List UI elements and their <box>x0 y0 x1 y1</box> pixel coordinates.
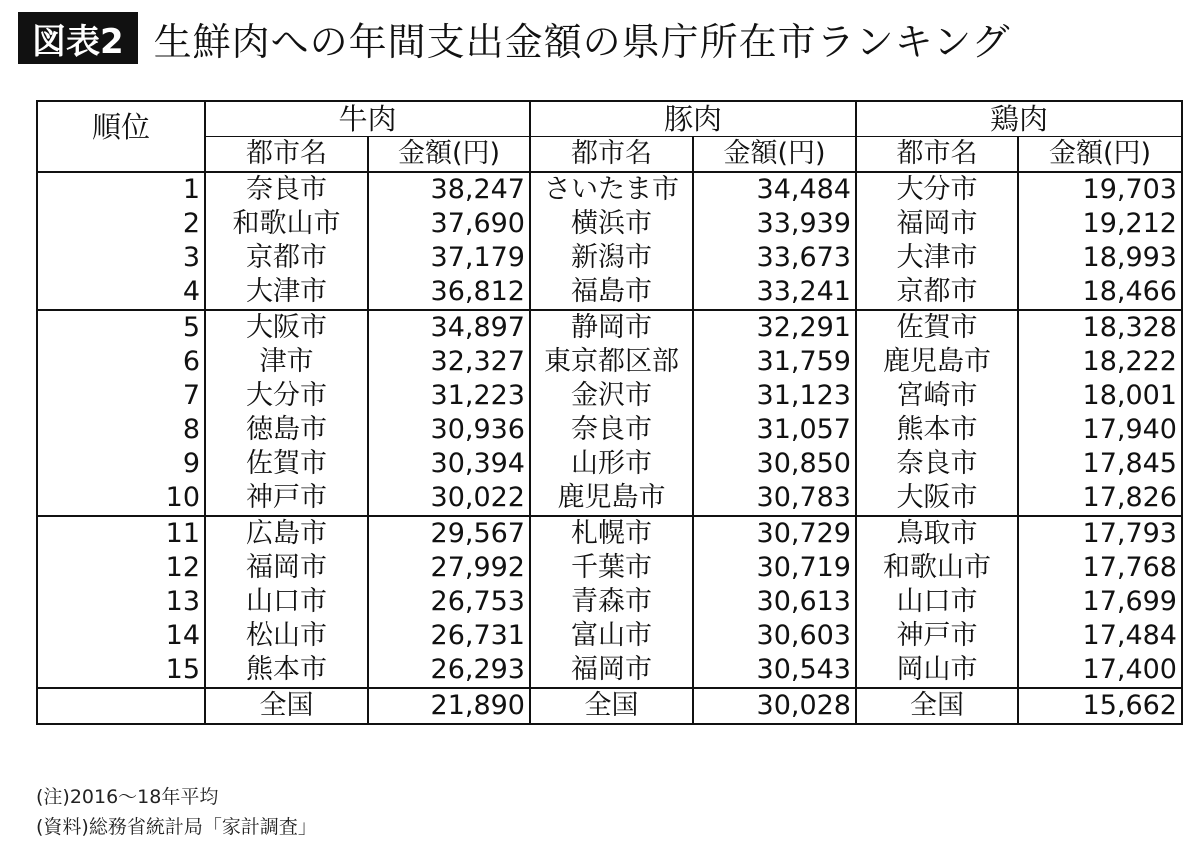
beef-city-cell: 京都市 <box>205 241 368 275</box>
rank-cell: 11 <box>37 516 205 551</box>
ranking-table <box>36 100 1183 725</box>
title-row <box>18 6 1011 70</box>
chicken-city-cell: 鳥取市 <box>856 516 1018 551</box>
beef-city-cell: 和歌山市 <box>205 207 368 241</box>
chicken-amount-cell: 17,793 <box>1018 516 1182 551</box>
table-row <box>37 619 1182 653</box>
chicken-city-cell: 岡山市 <box>856 653 1018 688</box>
chicken-amount-cell: 18,001 <box>1018 379 1182 413</box>
chicken-amount-cell: 17,845 <box>1018 447 1182 481</box>
beef-city-cell: 大阪市 <box>205 310 368 345</box>
beef-amount-cell: 26,731 <box>368 619 530 653</box>
beef-city-cell: 大分市 <box>205 379 368 413</box>
pork-city-cell: 富山市 <box>530 619 693 653</box>
chicken-city-cell: 大津市 <box>856 241 1018 275</box>
table-row <box>37 516 1182 551</box>
chicken-national-amount: 15,662 <box>1018 688 1182 724</box>
pork-city-cell: さいたま市 <box>530 172 693 207</box>
beef-amount-cell: 36,812 <box>368 275 530 310</box>
chicken-city-cell: 和歌山市 <box>856 551 1018 585</box>
pork-amount-cell: 34,484 <box>693 172 856 207</box>
pork-amount-cell: 30,603 <box>693 619 856 653</box>
chicken-city-cell: 奈良市 <box>856 447 1018 481</box>
figure-badge: 図表2 <box>18 12 138 64</box>
rank-cell: 8 <box>37 413 205 447</box>
table-row <box>37 310 1182 345</box>
pork-city-cell: 鹿児島市 <box>530 481 693 516</box>
pork-city-cell: 東京都区部 <box>530 345 693 379</box>
table-row <box>37 172 1182 207</box>
pork-city-cell: 静岡市 <box>530 310 693 345</box>
beef-amount-cell: 38,247 <box>368 172 530 207</box>
column-header-row <box>37 137 1182 173</box>
beef-city-cell: 福岡市 <box>205 551 368 585</box>
rank-cell: 3 <box>37 241 205 275</box>
category-header-row <box>37 101 1182 137</box>
pork-city-cell: 千葉市 <box>530 551 693 585</box>
beef-city-cell: 津市 <box>205 345 368 379</box>
chicken-amount-cell: 19,703 <box>1018 172 1182 207</box>
rank-cell: 9 <box>37 447 205 481</box>
pork-amount-cell: 31,759 <box>693 345 856 379</box>
table-row <box>37 653 1182 688</box>
pork-national-amount: 30,028 <box>693 688 856 724</box>
rank-header: 順位 <box>37 101 205 172</box>
chicken-amount-cell: 18,222 <box>1018 345 1182 379</box>
beef-amount-cell: 26,293 <box>368 653 530 688</box>
rank-cell: 5 <box>37 310 205 345</box>
table-row <box>37 585 1182 619</box>
pork-city-cell: 福岡市 <box>530 653 693 688</box>
chicken-amount-cell: 17,940 <box>1018 413 1182 447</box>
chicken-amount-cell: 17,768 <box>1018 551 1182 585</box>
pork-amount-cell: 31,123 <box>693 379 856 413</box>
beef-amount-cell: 30,394 <box>368 447 530 481</box>
table-row <box>37 207 1182 241</box>
national-row <box>37 688 1182 724</box>
chicken-national-label: 全国 <box>856 688 1018 724</box>
beef-city-cell: 神戸市 <box>205 481 368 516</box>
rank-cell: 12 <box>37 551 205 585</box>
pork-amount-header: 金額(円) <box>693 137 856 173</box>
chicken-amount-cell: 18,993 <box>1018 241 1182 275</box>
pork-amount-cell: 33,939 <box>693 207 856 241</box>
beef-amount-cell: 34,897 <box>368 310 530 345</box>
beef-amount-cell: 29,567 <box>368 516 530 551</box>
beef-amount-cell: 26,753 <box>368 585 530 619</box>
chicken-city-cell: 佐賀市 <box>856 310 1018 345</box>
beef-amount-cell: 31,223 <box>368 379 530 413</box>
chicken-city-cell: 鹿児島市 <box>856 345 1018 379</box>
pork-amount-cell: 30,783 <box>693 481 856 516</box>
table-row <box>37 241 1182 275</box>
table-row <box>37 345 1182 379</box>
note-period: (注)2016〜18年平均 <box>36 786 219 808</box>
beef-amount-cell: 37,179 <box>368 241 530 275</box>
table-row <box>37 447 1182 481</box>
pork-amount-cell: 30,613 <box>693 585 856 619</box>
beef-city-cell: 広島市 <box>205 516 368 551</box>
beef-city-cell: 奈良市 <box>205 172 368 207</box>
category-pork: 豚肉 <box>530 101 856 137</box>
rank-cell: 14 <box>37 619 205 653</box>
chicken-city-cell: 山口市 <box>856 585 1018 619</box>
pork-amount-cell: 31,057 <box>693 413 856 447</box>
beef-city-header: 都市名 <box>205 137 368 173</box>
pork-city-cell: 横浜市 <box>530 207 693 241</box>
table-body <box>37 172 1182 688</box>
pork-amount-cell: 30,850 <box>693 447 856 481</box>
chicken-city-cell: 福岡市 <box>856 207 1018 241</box>
chicken-city-cell: 大阪市 <box>856 481 1018 516</box>
rank-cell: 10 <box>37 481 205 516</box>
beef-national-amount: 21,890 <box>368 688 530 724</box>
pork-city-cell: 金沢市 <box>530 379 693 413</box>
chart-title: 生鮮肉への年間支出金額の県庁所在市ランキング <box>153 19 1011 64</box>
table-row <box>37 481 1182 516</box>
note-source: (資料)総務省統計局「家計調査」 <box>36 816 317 838</box>
chicken-amount-cell: 18,466 <box>1018 275 1182 310</box>
chicken-city-header: 都市名 <box>856 137 1018 173</box>
category-chicken: 鶏肉 <box>856 101 1182 137</box>
pork-amount-cell: 33,241 <box>693 275 856 310</box>
chicken-city-cell: 熊本市 <box>856 413 1018 447</box>
pork-city-cell: 青森市 <box>530 585 693 619</box>
table-row <box>37 551 1182 585</box>
national-rank-cell <box>37 688 205 724</box>
chicken-amount-cell: 17,484 <box>1018 619 1182 653</box>
table-row <box>37 413 1182 447</box>
beef-amount-cell: 27,992 <box>368 551 530 585</box>
pork-city-cell: 福島市 <box>530 275 693 310</box>
pork-city-cell: 札幌市 <box>530 516 693 551</box>
beef-amount-cell: 32,327 <box>368 345 530 379</box>
pork-city-cell: 山形市 <box>530 447 693 481</box>
table-row <box>37 379 1182 413</box>
chicken-amount-cell: 17,699 <box>1018 585 1182 619</box>
rank-cell: 6 <box>37 345 205 379</box>
chicken-city-cell: 宮崎市 <box>856 379 1018 413</box>
beef-city-cell: 徳島市 <box>205 413 368 447</box>
pork-amount-cell: 30,729 <box>693 516 856 551</box>
beef-amount-cell: 30,936 <box>368 413 530 447</box>
chicken-amount-cell: 17,400 <box>1018 653 1182 688</box>
beef-amount-header: 金額(円) <box>368 137 530 173</box>
beef-city-cell: 佐賀市 <box>205 447 368 481</box>
category-beef: 牛肉 <box>205 101 530 137</box>
chicken-city-cell: 神戸市 <box>856 619 1018 653</box>
chicken-amount-header: 金額(円) <box>1018 137 1182 173</box>
pork-amount-cell: 30,719 <box>693 551 856 585</box>
chicken-amount-cell: 18,328 <box>1018 310 1182 345</box>
pork-national-label: 全国 <box>530 688 693 724</box>
rank-cell: 15 <box>37 653 205 688</box>
beef-city-cell: 大津市 <box>205 275 368 310</box>
rank-cell: 4 <box>37 275 205 310</box>
notes <box>36 782 317 842</box>
rank-cell: 1 <box>37 172 205 207</box>
pork-amount-cell: 33,673 <box>693 241 856 275</box>
rank-cell: 2 <box>37 207 205 241</box>
chicken-amount-cell: 17,826 <box>1018 481 1182 516</box>
beef-city-cell: 熊本市 <box>205 653 368 688</box>
beef-city-cell: 松山市 <box>205 619 368 653</box>
beef-amount-cell: 37,690 <box>368 207 530 241</box>
pork-city-header: 都市名 <box>530 137 693 173</box>
pork-city-cell: 新潟市 <box>530 241 693 275</box>
chicken-city-cell: 大分市 <box>856 172 1018 207</box>
rank-cell: 13 <box>37 585 205 619</box>
beef-city-cell: 山口市 <box>205 585 368 619</box>
pork-amount-cell: 30,543 <box>693 653 856 688</box>
beef-amount-cell: 30,022 <box>368 481 530 516</box>
table-row <box>37 275 1182 310</box>
chicken-amount-cell: 19,212 <box>1018 207 1182 241</box>
chicken-city-cell: 京都市 <box>856 275 1018 310</box>
pork-amount-cell: 32,291 <box>693 310 856 345</box>
pork-city-cell: 奈良市 <box>530 413 693 447</box>
rank-cell: 7 <box>37 379 205 413</box>
beef-national-label: 全国 <box>205 688 368 724</box>
